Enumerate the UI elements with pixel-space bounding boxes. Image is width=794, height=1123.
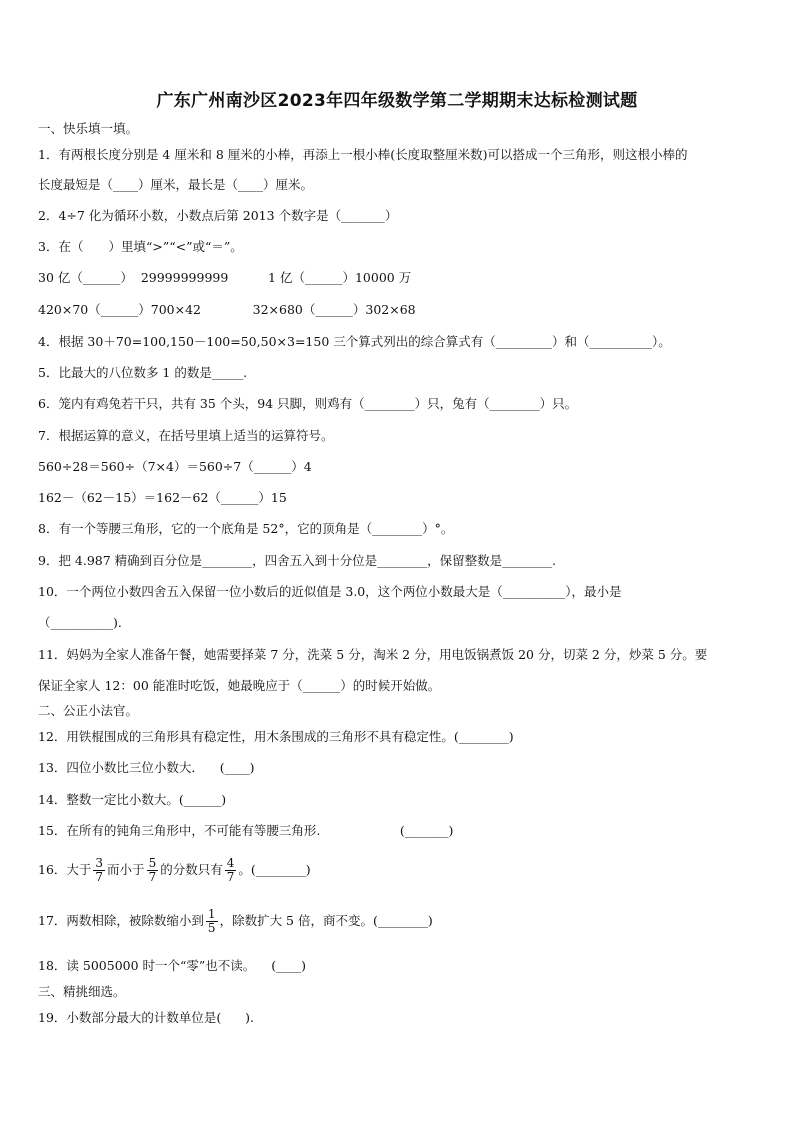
question-16-mid-2: 的分数只有 — [160, 862, 223, 877]
question-10-line-1: 10．一个两位小数四舍五入保留一位小数后的近似值是 3.0，这个两位小数最大是（__________），最小是 — [38, 584, 622, 599]
section-heading-1: 一、快乐填一填。 — [38, 121, 139, 136]
question-17-prefix: 17．两数相除，被除数缩小到 — [38, 913, 204, 928]
question-16-mid-1: 而小于 — [107, 862, 145, 877]
question-17 — [38, 908, 433, 935]
question-3-row-2: 420×70（______）700×42 32×680（______）302×68 — [38, 302, 416, 317]
question-15: 15．在所有的钝角三角形中，不可能有等腰三角形. (_______) — [38, 823, 454, 838]
question-3-row-1: 30 亿（______） 29999999999 1 亿（______）10000 万 — [38, 270, 412, 285]
question-18: 18．读 5005000 时一个“零”也不读。 (____) — [38, 958, 306, 973]
question-13: 13．四位小数比三位小数大． (____) — [38, 760, 255, 775]
question-4: 4．根据 30＋70=100,150－100=50,50×3=150 三个算式列出的综合算式有（_________）和（__________）。 — [38, 334, 671, 349]
question-19: 19．小数部分最大的计数单位是( ). — [38, 1010, 254, 1025]
fraction-denominator: 5 — [207, 921, 216, 935]
fraction-numerator: 1 — [207, 907, 216, 921]
question-6: 6．笼内有鸡兔若干只，共有 35 个头，94 只脚，则鸡有（________）只，兔有（________）只。 — [38, 396, 578, 411]
question-7-row-2: 162－（62－15）＝162－62（______）15 — [38, 490, 287, 505]
page-title: 广东广州南沙区2023年四年级数学第二学期期末达标检测试题 — [156, 91, 638, 111]
question-16-prefix: 16．大于 — [38, 862, 92, 877]
question-9: 9．把 4.987 精确到百分位是________，四舍五入到十分位是________，保留整数是________. — [38, 553, 557, 568]
question-1-line-2: 长度最短是（____）厘米，最长是（____）厘米。 — [38, 177, 314, 192]
question-16 — [38, 857, 311, 884]
fraction-denominator: 7 — [95, 870, 104, 884]
question-2: 2．4÷7 化为循环小数，小数点后第 2013 个数字是（_______） — [38, 208, 398, 223]
question-7-row-1: 560÷28＝560÷（7×4）＝560÷7（______）4 — [38, 459, 312, 474]
question-16-suffix: 。(________) — [238, 862, 311, 877]
question-14: 14．整数一定比小数大。(______) — [38, 792, 227, 807]
fraction-numerator: 5 — [148, 856, 157, 870]
question-10-line-2: （__________). — [38, 615, 122, 630]
question-8: 8．有一个等腰三角形，它的一个底角是 52°，它的顶角是（________）°。 — [38, 521, 454, 536]
fraction-denominator: 7 — [226, 870, 235, 884]
fraction-1-5 — [206, 908, 218, 935]
question-11-line-1: 11．妈妈为全家人准备午餐，她需要择菜 7 分，洗菜 5 分，淘米 2 分，用电饭锅煮饭 20 分，切菜 2 分，炒菜 5 分。要 — [38, 647, 708, 662]
fraction-numerator: 4 — [226, 856, 235, 870]
fraction-4-7 — [225, 857, 237, 884]
fraction-numerator: 3 — [95, 856, 104, 870]
fraction-5-7 — [147, 857, 159, 884]
section-heading-2: 二、公正小法官。 — [38, 703, 139, 718]
fraction-3-7 — [93, 857, 105, 884]
question-11-line-2: 保证全家人 12：00 能准时吃饭，她最晚应于（______）的时候开始做。 — [38, 678, 441, 693]
question-17-suffix: ，除数扩大 5 倍，商不变。(________) — [219, 913, 433, 928]
section-heading-3: 三、精挑细选。 — [38, 984, 126, 999]
question-5: 5．比最大的八位数多 1 的数是_____. — [38, 365, 248, 380]
question-3: 3．在（ ）里填“>”“<”或“＝”。 — [38, 239, 243, 254]
question-12: 12．用铁棍围成的三角形具有稳定性，用木条围成的三角形不具有稳定性。(________) — [38, 729, 514, 744]
fraction-denominator: 7 — [148, 870, 157, 884]
question-1-line-1: 1．有两根长度分别是 4 厘米和 8 厘米的小棒，再添上一根小棒(长度取整厘米数)可以搭成一个三角形，则这根小棒的 — [38, 147, 688, 162]
question-7: 7．根据运算的意义，在括号里填上适当的运算符号。 — [38, 428, 334, 443]
